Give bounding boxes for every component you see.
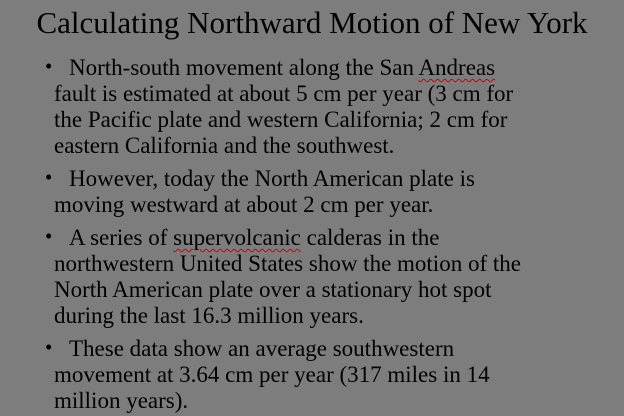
misspelled-word: Andreas xyxy=(418,55,496,80)
bullet-item xyxy=(45,335,600,414)
text-run: North American plate over a stationary hot spot xyxy=(54,277,492,302)
bullet-line xyxy=(54,133,600,159)
bullet-dot-icon: • xyxy=(45,224,53,248)
bullet-line xyxy=(54,81,600,107)
bullet-item xyxy=(45,224,600,329)
text-run: eastern California and the southwest. xyxy=(54,133,395,158)
text-run: million years). xyxy=(54,388,189,413)
bullet-line xyxy=(54,107,600,133)
bullet-line xyxy=(45,335,600,362)
bullet-line xyxy=(54,388,600,414)
bullet-line xyxy=(54,251,600,277)
bullet-line xyxy=(54,362,600,388)
text-run: These data show an average southwestern xyxy=(69,336,455,361)
bullet-list xyxy=(0,55,624,414)
text-run: calderas in the xyxy=(300,225,440,250)
bullet-line xyxy=(54,277,600,303)
bullet-dot-icon: • xyxy=(45,335,53,359)
page-title: Calculating Northward Motion of New York xyxy=(36,5,588,40)
bullet-dot-icon: • xyxy=(45,54,53,78)
bullet-line xyxy=(54,303,600,329)
text-run: the Pacific plate and western California; 2 cm for xyxy=(54,107,508,132)
misspelled-word: supervolcanic xyxy=(173,225,301,250)
text-run: northwestern United States show the motion of the xyxy=(54,251,521,276)
bullet-line xyxy=(45,224,600,251)
bullet-line xyxy=(45,165,600,192)
bullet-line xyxy=(54,192,600,218)
bullet-dot-icon: • xyxy=(45,165,53,189)
bullet-item xyxy=(45,54,600,159)
text-run: A series of xyxy=(69,225,174,250)
text-run: North-south movement along the San xyxy=(69,55,419,80)
text-run: moving westward at about 2 cm per year. xyxy=(54,192,434,217)
text-run: fault is estimated at about 5 cm per year (3 cm for xyxy=(54,81,514,106)
text-run: However, today the North American plate is xyxy=(69,166,475,191)
text-run: during the last 16.3 million years. xyxy=(54,303,364,328)
text-run: movement at 3.64 cm per year (317 miles in 14 xyxy=(54,362,490,387)
bullet-line xyxy=(45,54,600,81)
bullet-item xyxy=(45,165,600,218)
